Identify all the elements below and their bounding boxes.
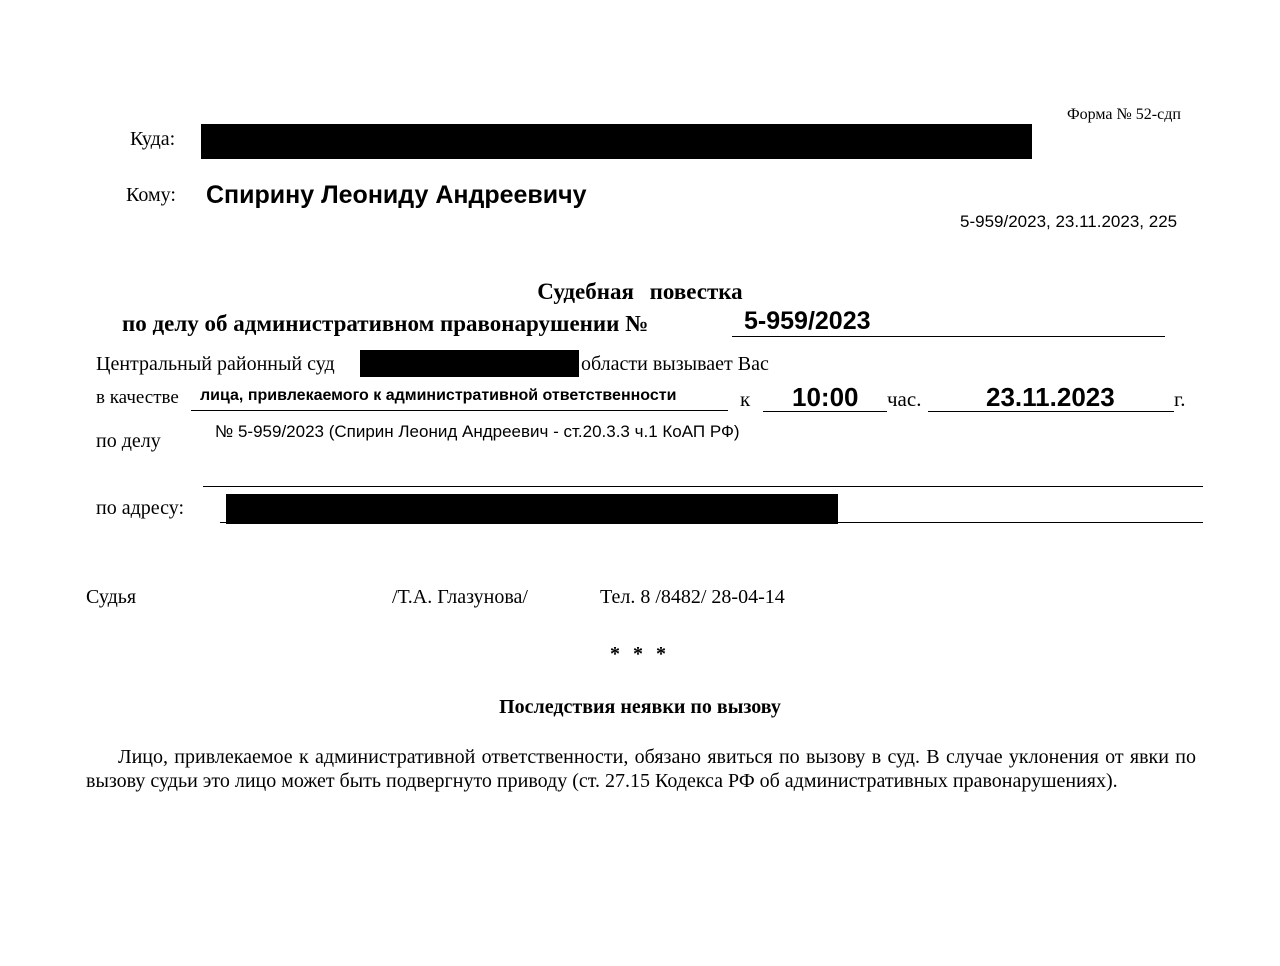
consequences-title: Последствия неявки по вызову — [499, 696, 781, 718]
court-name-suffix: области вызывает Вас — [581, 353, 769, 375]
capacity-value: лица, привлекаемого к административной ответственности — [200, 387, 677, 404]
judge-label: Судья — [86, 586, 137, 608]
case-value: № 5-959/2023 (Спирин Леонид Андреевич - ст.20.3.3 ч.1 КоАП РФ) — [215, 422, 740, 441]
capacity-label: в качестве — [96, 387, 179, 408]
to-whom-label: Кому: — [126, 184, 176, 206]
court-phone: Тел. 8 /8482/ 28-04-14 — [600, 586, 785, 608]
redacted-address — [226, 494, 838, 524]
to-where-label: Куда: — [130, 128, 176, 150]
redacted-destination — [201, 124, 1032, 159]
address-underline — [220, 522, 1203, 523]
case-number-underline — [732, 336, 1165, 337]
redacted-region — [360, 350, 579, 377]
capacity-underline — [191, 410, 728, 411]
summons-title: Судебная повестка — [537, 279, 743, 304]
time-underline — [763, 411, 887, 412]
appearance-time: 10:00 — [792, 382, 859, 412]
case-number: 5-959/2023 — [744, 307, 871, 335]
case-underline — [203, 486, 1203, 487]
address-label: по адресу: — [96, 497, 185, 519]
section-separator: * * * — [610, 643, 670, 665]
at-label: к — [740, 387, 751, 411]
appearance-date: 23.11.2023 — [986, 382, 1115, 412]
recipient-name: Спирину Леониду Андреевичу — [206, 181, 587, 209]
consequences-text: Лицо, привлекаемое к административной ответственности, обязано явиться по вызову в суд. В случае уклонения от явки по вызову судьи это лицо может быть подвергнуто приводу (ст. 27.15 Кодекса РФ об административных правонарушениях). — [86, 746, 1196, 792]
hour-label: час. — [887, 387, 922, 411]
form-number: Форма № 52-сдп — [1067, 106, 1181, 123]
summons-subtitle: по делу об административном правонарушении № — [122, 311, 649, 336]
case-reference: 5-959/2023, 23.11.2023, 225 — [960, 212, 1178, 231]
date-underline — [928, 411, 1174, 412]
case-label: по делу — [96, 430, 161, 452]
year-label: г. — [1174, 387, 1186, 411]
judge-name: /Т.А. Глазунова/ — [392, 586, 528, 608]
court-name-prefix: Центральный районный суд — [96, 353, 335, 375]
